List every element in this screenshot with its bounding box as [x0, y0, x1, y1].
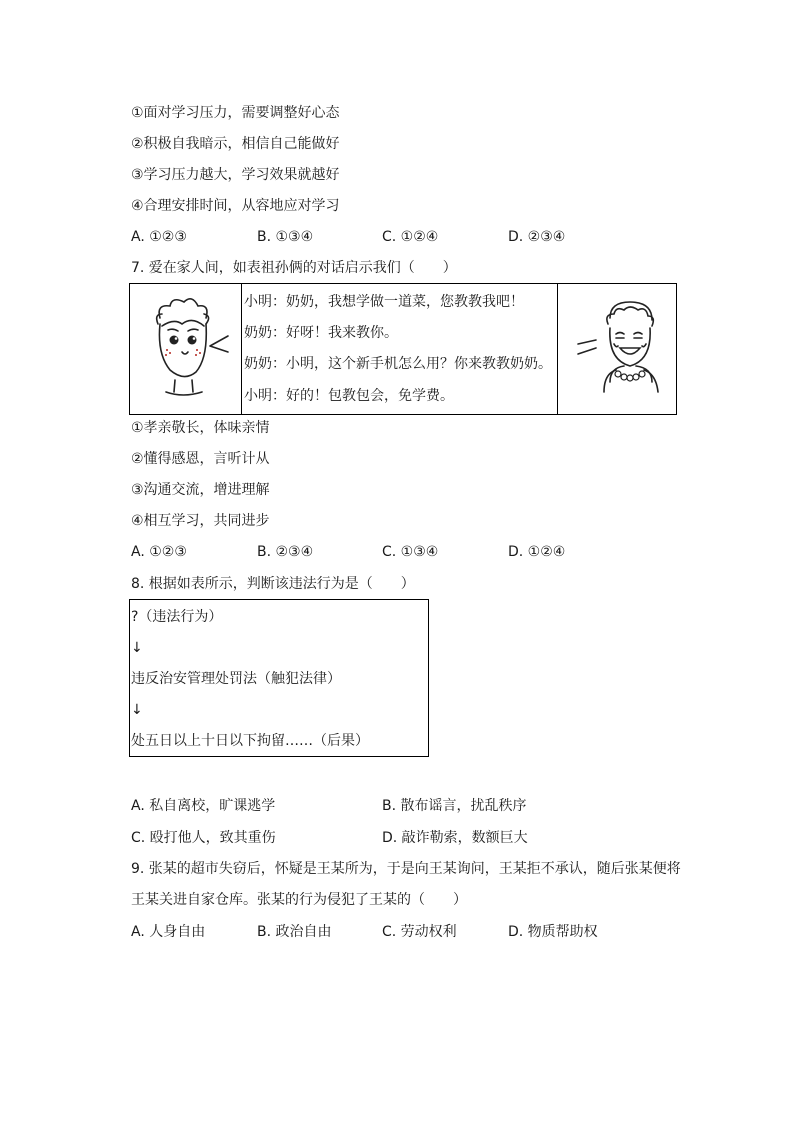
- q7-stem: 7. 爱在家人间，如表祖孙俩的对话启示我们（ ）: [131, 260, 457, 276]
- q6-option-d[interactable]: D. ②③④: [508, 229, 566, 245]
- boy-illustration: [130, 284, 241, 410]
- q6-item-4: ④合理安排时间，从容地应对学习: [131, 198, 340, 214]
- q8-option-c[interactable]: C. 殴打他人，致其重伤: [131, 830, 276, 846]
- q6-option-c[interactable]: C. ①②④: [382, 229, 439, 245]
- dialog-line-3: 奶奶：小明，这个新手机怎么用？你来教教奶奶。: [244, 356, 552, 372]
- flow-arrow-1: ↓: [131, 640, 143, 656]
- q9-option-b[interactable]: B. 政治自由: [257, 924, 332, 940]
- dialog-line-1: 小明：奶奶，我想学做一道菜，您教教我吧！: [244, 294, 524, 310]
- q9-stem-line-2: 王某关进自家仓库。张某的行为侵犯了王某的（ ）: [131, 892, 467, 908]
- q8-stem: 8. 根据如表所示，判断该违法行为是（ ）: [131, 576, 415, 592]
- flow-arrow-2: ↓: [131, 702, 143, 718]
- q7-options: [131, 542, 691, 562]
- q9-stem-line-1: 9. 张某的超市失窃后，怀疑是王某所为，于是向王某询问，王某拒不承认，随后张某便将: [131, 861, 681, 877]
- flow-step-2: 违反治安管理处罚法（触犯法律）: [131, 671, 341, 687]
- q7-item-4: ④相互学习，共同进步: [131, 513, 270, 529]
- q7-dialog-table: [129, 283, 677, 415]
- q9-options: [131, 922, 691, 942]
- q8-options-row-2: [131, 828, 691, 848]
- q6-item-3: ③学习压力越大，学习效果就越好: [131, 167, 340, 183]
- q9-option-a[interactable]: A. 人身自由: [131, 924, 206, 940]
- boy-illustration-cell: [130, 284, 242, 415]
- q9-option-c[interactable]: C. 劳动权利: [382, 924, 457, 940]
- q8-options-row-1: [131, 796, 691, 816]
- dialog-line-2: 奶奶：好呀！我来教你。: [244, 325, 398, 341]
- q9-option-d[interactable]: D. 物质帮助权: [508, 924, 598, 940]
- q7-item-2: ②懂得感恩，言听计从: [131, 451, 270, 467]
- dialog-text-cell: [242, 284, 558, 415]
- q7-option-c[interactable]: C. ①③④: [382, 544, 439, 560]
- grandma-illustration-cell: [558, 284, 677, 415]
- q8-flow-box: [129, 599, 429, 757]
- q6-option-a[interactable]: A. ①②③: [131, 229, 187, 245]
- grandma-illustration: [558, 284, 676, 410]
- q8-option-a[interactable]: A. 私自离校，旷课逃学: [131, 798, 276, 814]
- q7-item-1: ①孝亲敬长，体味亲情: [131, 420, 270, 436]
- q7-option-a[interactable]: A. ①②③: [131, 544, 187, 560]
- q8-option-b[interactable]: B. 散布谣言，扰乱秩序: [382, 798, 527, 814]
- q6-item-1: ①面对学习压力，需要调整好心态: [131, 105, 340, 121]
- q6-item-2: ②积极自我暗示，相信自己能做好: [131, 136, 340, 152]
- q6-options: [131, 227, 691, 247]
- q7-option-b[interactable]: B. ②③④: [257, 544, 314, 560]
- q6-option-b[interactable]: B. ①③④: [257, 229, 314, 245]
- dialog-line-4: 小明：好的！包教包会，免学费。: [244, 388, 454, 404]
- q7-item-3: ③沟通交流，增进理解: [131, 482, 270, 498]
- flow-step-3: 处五日以上十日以下拘留……（后果）: [131, 733, 369, 749]
- flow-step-1: ?（违法行为）: [131, 609, 223, 625]
- q7-option-d[interactable]: D. ①②④: [508, 544, 566, 560]
- q8-option-d[interactable]: D. 敲诈勒索，数额巨大: [382, 830, 528, 846]
